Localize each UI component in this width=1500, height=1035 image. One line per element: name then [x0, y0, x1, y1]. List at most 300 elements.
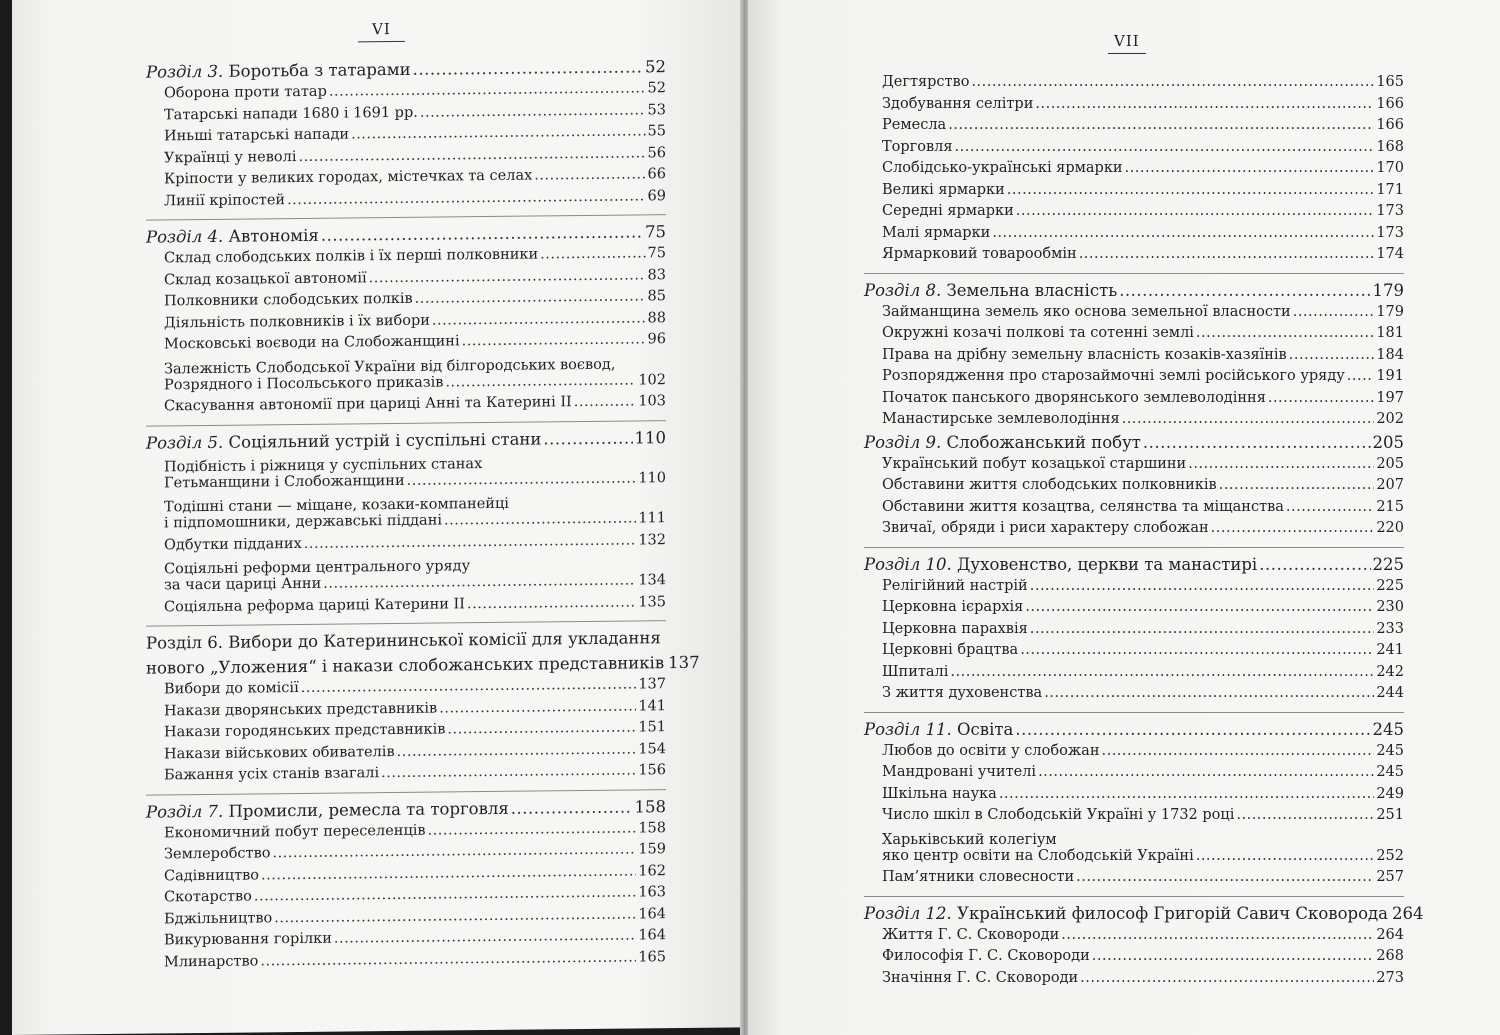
entry-text: Садівництво	[164, 866, 260, 884]
entry-title	[164, 246, 538, 266]
page-ref: 174	[1376, 246, 1404, 262]
page-ref: 158	[634, 796, 666, 816]
page-ref: 166	[1376, 95, 1404, 112]
leader-dots	[971, 74, 1374, 90]
page-ref: 156	[638, 762, 666, 779]
entry-title	[864, 433, 1141, 452]
page-ref: 158	[638, 819, 666, 836]
leader-dots	[298, 145, 645, 165]
section-heading[interactable]	[864, 903, 1424, 927]
section-divider	[864, 273, 1404, 274]
entry-text: Викурювання горілки	[164, 930, 332, 949]
page-ref: 181	[1376, 325, 1404, 341]
leader-dots	[381, 762, 636, 781]
page-ref: 110	[638, 469, 666, 486]
entry-text: нового „Уложения“ і накази слобожанських представників	[146, 653, 665, 678]
leader-dots	[1236, 807, 1374, 823]
entry-text: Пам’ятники словесности	[882, 869, 1075, 885]
leader-dots	[1035, 96, 1374, 112]
leader-dots	[1219, 477, 1375, 493]
page-ref: 141	[638, 697, 666, 714]
page-ref: 151	[638, 719, 666, 736]
toc-item[interactable]	[864, 182, 1404, 204]
entry-title	[164, 84, 327, 102]
entry-text: Скотарство	[164, 888, 252, 906]
entry-title	[164, 472, 405, 491]
page-ref: 179	[1372, 280, 1404, 300]
page-ref: 207	[1376, 477, 1404, 493]
item-line: Харьківський колегіум	[882, 831, 1057, 848]
leader-dots	[420, 102, 646, 120]
page-ref: 75	[647, 245, 666, 262]
entry-text: за часи цариці Анни	[164, 575, 322, 594]
entry-text: Релігійний настрій	[882, 577, 1028, 594]
leader-dots	[999, 786, 1374, 802]
toc-item[interactable]	[864, 160, 1404, 182]
entry-text: З життя духовенства	[882, 685, 1043, 701]
entry-title	[164, 394, 572, 414]
page-ref: 53	[647, 101, 666, 118]
entry-title	[164, 845, 270, 862]
leader-dots	[1188, 456, 1374, 472]
section-heading[interactable]	[146, 428, 666, 456]
entry-text: Обставини життя козацтва, селянства та міщанства	[882, 498, 1284, 515]
page-ref: 168	[1376, 138, 1404, 155]
leader-dots	[1079, 246, 1375, 262]
toc-item[interactable]	[864, 304, 1404, 326]
leader-dots	[1289, 347, 1375, 363]
entry-title	[882, 390, 1266, 406]
page-ref: 103	[638, 393, 666, 410]
leader-dots	[1080, 970, 1374, 986]
entry-title	[882, 325, 1194, 341]
entry-text: Склад слободських полків і їх перші полковники	[164, 246, 539, 267]
entry-text: Соціяльна реформа цариці Катерини ІІ	[164, 595, 466, 615]
left-page	[12, 0, 742, 1035]
entry-title	[164, 743, 395, 761]
page-ref: 135	[638, 593, 666, 610]
entry-text: Боротьба з татарами	[228, 59, 411, 81]
leader-dots	[1347, 368, 1375, 384]
page-ref: 134	[638, 572, 666, 589]
leader-dots	[1092, 948, 1375, 964]
toc-item[interactable]	[146, 188, 666, 215]
entry-title	[882, 347, 1287, 363]
page-ref: 205	[1372, 432, 1404, 452]
leader-dots	[274, 906, 636, 926]
entry-title	[146, 653, 664, 677]
leader-dots	[950, 664, 1374, 680]
entry-text: Накази городянських представників	[164, 721, 446, 741]
entry-title	[164, 953, 258, 970]
entry-text: Соціяльний устрій і суспільні стани	[228, 428, 542, 452]
entry-text: Накази військових обивателів	[164, 743, 395, 762]
toc-item[interactable]	[864, 347, 1404, 369]
entry-text: Промисли, ремесла та торговля	[228, 798, 509, 821]
entry-title	[164, 576, 321, 594]
entry-title	[164, 291, 413, 310]
page-ref: 233	[1376, 620, 1404, 637]
entry-text: Накази дворянських представників	[164, 700, 438, 719]
entry-title	[882, 621, 1028, 637]
toc-item[interactable]	[864, 621, 1404, 643]
entry-text: Философія Г. С. Сковороди	[882, 948, 1090, 964]
page-ref: 264	[1392, 903, 1424, 923]
toc-item[interactable]	[864, 743, 1404, 765]
page-ref: 52	[647, 80, 666, 97]
leader-dots	[1125, 160, 1375, 176]
leader-dots	[1293, 304, 1375, 320]
toc-item[interactable]	[146, 594, 666, 621]
leader-dots	[511, 797, 633, 817]
page-ref: 164	[638, 905, 666, 922]
page-number-right	[1108, 32, 1146, 54]
toc-item[interactable]	[864, 411, 1404, 433]
toc-item[interactable]	[864, 520, 1404, 542]
leader-dots	[1030, 578, 1375, 594]
leader-dots	[534, 166, 645, 183]
page-ref: 249	[1376, 785, 1404, 802]
leader-dots	[1076, 869, 1374, 885]
entry-text: Середні ярмарки	[882, 203, 1014, 219]
page-ref: 245	[1376, 764, 1404, 780]
section-label: Розділ 5.	[146, 432, 224, 453]
toc-right	[864, 74, 1424, 991]
toc-item[interactable]	[864, 499, 1404, 521]
section-label: Розділ 12.	[864, 903, 952, 923]
entry-title	[882, 411, 1120, 427]
entry-text: Діяльність полковників і їх вибори	[164, 312, 430, 331]
toc-item[interactable]	[864, 325, 1404, 347]
entry-text: Великі ярмарки	[882, 181, 1005, 198]
page-ref: 163	[638, 884, 666, 901]
leader-dots	[1286, 499, 1374, 515]
entry-text: Дегтярство	[882, 74, 970, 90]
page-ref: 166	[1376, 117, 1404, 133]
toc-item[interactable]	[864, 869, 1404, 891]
page-number-rule	[1108, 53, 1146, 54]
entry-title	[164, 149, 296, 166]
toc-item[interactable]	[146, 393, 666, 420]
page-ref: 225	[1372, 554, 1404, 574]
page-ref: 244	[1376, 685, 1404, 701]
entry-title	[164, 680, 299, 697]
page-ref: 165	[1376, 74, 1404, 90]
page-ref: 220	[1376, 520, 1404, 536]
entry-text: Торговля	[882, 138, 953, 155]
entry-text: Духовенство, церкви та манастирі	[957, 554, 1258, 574]
leader-dots	[1025, 599, 1374, 615]
leader-dots	[432, 310, 646, 328]
entry-text: Мандровані учителі	[882, 764, 1037, 780]
entry-title	[882, 74, 969, 90]
entry-title	[164, 270, 367, 288]
entry-text: Линії кріпостей	[164, 191, 286, 209]
entry-text: Українці у неволі	[164, 148, 297, 166]
page-ref: 225	[1376, 577, 1404, 594]
page-number-text: VII	[1114, 32, 1140, 50]
toc-item[interactable]	[864, 664, 1404, 686]
entry-title	[164, 512, 442, 531]
leader-dots	[428, 820, 637, 838]
leader-dots	[467, 594, 636, 612]
entry-title	[882, 970, 1078, 986]
page-ref: 83	[647, 266, 666, 283]
section-label: Розділ 4.	[146, 226, 224, 247]
entry-text: Початок панського дворянського землеволодіння	[882, 389, 1266, 406]
page-ref: 184	[1376, 346, 1404, 363]
page-ref: 171	[1376, 181, 1404, 198]
entry-text: Манастирське землеволодіння	[882, 411, 1120, 427]
entry-title	[882, 304, 1291, 320]
entry-text: Церковна парахвія	[882, 620, 1028, 637]
leader-dots	[301, 676, 637, 696]
section-divider	[864, 896, 1404, 897]
entry-text: Церковні брацтва	[882, 642, 1019, 658]
entry-title	[882, 927, 1059, 943]
leader-dots	[1030, 621, 1375, 637]
page-ref: 110	[634, 427, 666, 447]
toc-item[interactable]	[864, 764, 1404, 786]
entry-title	[146, 429, 541, 452]
page-ref: 162	[638, 862, 666, 879]
leader-dots	[574, 393, 637, 410]
page-ref: 85	[647, 288, 666, 305]
entry-title	[882, 848, 1194, 864]
page-ref: 52	[645, 57, 666, 77]
page-ref: 205	[1376, 455, 1404, 472]
toc-left	[146, 57, 700, 975]
section-heading[interactable]	[864, 555, 1404, 578]
section-label: Розділ 3.	[146, 61, 224, 82]
leader-dots	[447, 719, 636, 737]
toc-item[interactable]	[864, 139, 1404, 161]
entry-title	[882, 599, 1023, 615]
toc-item[interactable]	[864, 685, 1404, 707]
entry-text: Права на дрібну земельну власність козаків-хазяїнів	[882, 346, 1287, 363]
leader-dots	[1268, 390, 1374, 406]
entry-title	[882, 578, 1028, 594]
toc-item[interactable]	[146, 949, 666, 976]
section-title-text: Вибори до Катерининської комісії для укладання	[228, 628, 661, 652]
toc-item[interactable]	[146, 470, 666, 497]
toc-item[interactable]	[146, 762, 666, 789]
entry-title	[146, 226, 319, 247]
page-ref: 164	[638, 927, 666, 944]
entry-text: Життя Г. С. Сковороди	[882, 926, 1060, 943]
leader-dots	[304, 532, 637, 551]
entry-text: Земельна власність	[946, 280, 1118, 300]
section-heading[interactable]	[864, 720, 1404, 743]
item-line: Тодішні стани — міщане, козаки-компанейці	[164, 495, 509, 516]
entry-text: Шкільна наука	[882, 785, 997, 802]
leader-dots	[439, 698, 636, 716]
leader-dots	[955, 139, 1375, 155]
page-ref: 230	[1376, 599, 1404, 615]
entry-text: Татарські напади 1680 і 1691 рр.	[164, 104, 418, 123]
entry-title	[164, 867, 259, 884]
page-ref: 66	[647, 166, 666, 183]
entry-title	[882, 869, 1074, 885]
toc-item[interactable]	[864, 117, 1404, 139]
page-number-left	[358, 20, 405, 42]
entry-text: яко центр освіти на Слободській Україні	[882, 847, 1194, 864]
toc-item[interactable]	[864, 599, 1404, 621]
leader-dots	[540, 245, 645, 262]
section-heading[interactable]	[864, 281, 1404, 304]
entry-title	[164, 721, 445, 740]
leader-dots	[1211, 520, 1375, 536]
entry-title	[882, 685, 1042, 701]
entry-text: Иньші татарські напади	[164, 126, 350, 145]
page-ref: 132	[638, 531, 666, 548]
page-ref: 75	[645, 222, 666, 242]
entry-text: Одбутки підданих	[164, 535, 302, 553]
entry-title	[882, 499, 1284, 515]
entry-title	[882, 642, 1018, 658]
entry-title	[164, 596, 465, 615]
toc-item[interactable]	[864, 390, 1404, 412]
entry-text: Звичаї, обряди і риси характеру слобожан	[882, 520, 1209, 536]
toc-item[interactable]	[864, 807, 1404, 829]
leader-dots	[1196, 848, 1375, 864]
leader-dots	[287, 188, 645, 208]
entry-text: Економичний побут переселенців	[164, 822, 426, 841]
entry-title	[164, 931, 332, 949]
toc-item[interactable]	[864, 948, 1404, 970]
section-divider	[864, 547, 1404, 548]
toc-item[interactable]	[864, 225, 1404, 247]
toc-item[interactable]	[864, 74, 1404, 96]
toc-item[interactable]	[864, 368, 1404, 390]
section-label: Розділ 10.	[864, 554, 952, 574]
entry-title	[882, 743, 1099, 759]
toc-item[interactable]	[864, 456, 1404, 478]
page-ref: 96	[647, 331, 666, 348]
entry-title	[164, 700, 437, 719]
leader-dots	[272, 841, 636, 861]
page-ref: 102	[638, 371, 666, 388]
leader-dots	[444, 510, 636, 528]
page-ref: 264	[1376, 926, 1404, 943]
entry-title	[164, 374, 443, 393]
entry-text: Склад козацької автономії	[164, 269, 367, 288]
entry-text: Малі ярмарки	[882, 224, 991, 241]
toc-item[interactable]	[146, 331, 666, 358]
entry-text: Здобування селітри	[882, 95, 1034, 112]
entry-title	[882, 807, 1234, 823]
entry-title	[882, 948, 1090, 964]
page-number-rule	[358, 41, 405, 42]
entry-title	[146, 60, 411, 82]
leader-dots	[445, 372, 636, 390]
entry-text: Вибори до комісії	[164, 679, 299, 698]
toc-item[interactable]	[864, 477, 1404, 499]
toc-item[interactable]	[864, 848, 1404, 870]
item-line: Залежність Слободської України від білгородських воєвод,	[164, 356, 616, 377]
page-ref: 242	[1376, 663, 1404, 680]
entry-title	[164, 168, 532, 188]
entry-title	[164, 910, 272, 927]
leader-dots	[992, 225, 1374, 241]
leader-dots	[407, 470, 637, 488]
section-divider	[864, 712, 1404, 713]
page-ref: 251	[1376, 807, 1404, 823]
entry-title	[164, 888, 252, 905]
toc-item[interactable]	[864, 96, 1404, 118]
section-heading[interactable]	[864, 433, 1404, 456]
entry-text: Бджільництво	[164, 909, 273, 927]
page-ref: 273	[1376, 969, 1404, 986]
entry-text: Освіта	[957, 719, 1014, 739]
toc-item[interactable]	[864, 642, 1404, 664]
entry-title	[164, 822, 426, 841]
entry-text: і підпомошники, державські піддані	[164, 512, 442, 532]
section-divider	[146, 789, 666, 795]
entry-text: Число шкіл в Слободській Україні у 1732 році	[882, 807, 1235, 823]
item-line: Подібність і ріжниця у суспільних станах	[164, 455, 483, 475]
toc-item[interactable]	[864, 970, 1404, 992]
leader-dots	[1119, 281, 1370, 300]
entry-text: Ремесла	[882, 117, 947, 133]
leader-dots	[1016, 203, 1375, 219]
page-ref: 197	[1376, 389, 1404, 406]
entry-title	[882, 117, 946, 133]
page-ref: 245	[1372, 719, 1404, 739]
entry-title	[882, 664, 948, 680]
toc-item[interactable]	[864, 246, 1404, 268]
leader-dots	[323, 572, 636, 591]
leader-dots	[1196, 325, 1374, 341]
item-line: Соціяльні реформи центрального уряду	[164, 558, 471, 578]
section-divider	[146, 214, 666, 220]
entry-text: Окружні козачі полкові та сотенні землі	[882, 325, 1194, 341]
entry-text: Займанщина земель яко основа земельної власности	[882, 303, 1291, 320]
entry-text: Розрядного і Посольського приказів	[164, 373, 444, 393]
entry-title	[164, 312, 430, 331]
leader-dots	[1259, 555, 1370, 574]
leader-dots	[1020, 642, 1374, 658]
entry-text: Український побут козацької старшини	[882, 455, 1187, 472]
section-label: Розділ 7.	[146, 801, 224, 822]
leader-dots	[397, 741, 637, 760]
page-ref: 137	[638, 676, 666, 693]
page-number-text: VI	[372, 20, 391, 39]
leader-dots	[321, 222, 643, 244]
entry-title	[882, 786, 997, 802]
page-ref: 159	[638, 841, 666, 858]
toc-item[interactable]	[864, 786, 1404, 808]
entry-title	[864, 720, 1013, 739]
entry-text: Автономія	[228, 225, 319, 246]
toc-item[interactable]	[864, 203, 1404, 225]
toc-item[interactable]	[146, 532, 666, 559]
entry-title	[864, 904, 1388, 923]
page-ref: 154	[638, 740, 666, 757]
toc-item[interactable]	[864, 927, 1404, 949]
entry-text: Млинарство	[164, 952, 259, 970]
entry-title	[882, 246, 1077, 262]
entry-title	[882, 182, 1005, 198]
entry-text: Обставини життя слободських полковників	[882, 477, 1217, 493]
leader-dots	[260, 949, 636, 969]
page-ref: 55	[647, 123, 666, 140]
leader-dots	[1101, 743, 1374, 759]
entry-title	[864, 281, 1117, 300]
entry-text: Український философ Григорій Савич Сковорода	[957, 903, 1388, 923]
toc-item[interactable]	[864, 578, 1404, 600]
entry-title	[146, 798, 509, 821]
